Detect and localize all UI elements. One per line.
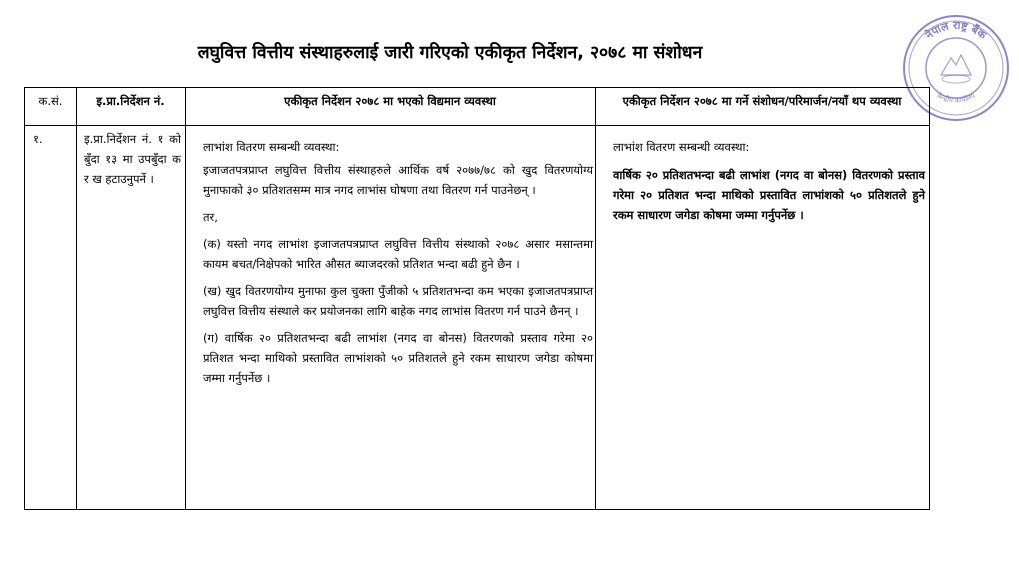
existing-clause-ga: (ग) वार्षिक २० प्रतिशतभन्दा बढी लाभांश (नगद वा बोनस) वितरणको प्रस्ताव गरेमा २० प्रतिशत भन्दा माथिको प्रस्तावित लाभांशको ५० प्रतिशतले हुने रकम साधारण जगेडा कोषमा जम्मा गर्नुपर्नेछ । — [203, 331, 593, 385]
column-divider — [595, 88, 596, 509]
amendment-table — [24, 87, 930, 510]
row-directive-no: इ.प्रा.निर्देशन नं. १ को बुँदा १३ मा उपबुँदा क र ख हटाउनुपर्ने । — [84, 132, 181, 186]
header-existing-provision: एकीकृत निर्देशन २०७८ मा भएको विद्यमान व्यवस्था — [284, 94, 496, 108]
seal-text-top: नेपाल राष्ट्र बैंक — [922, 18, 989, 42]
existing-provision-cell — [203, 137, 593, 395]
seal-text-bottom: केन्द्रीय कार्यालय — [935, 91, 977, 105]
header-amended-provision: एकीकृत निर्देशन २०७८ मा गर्ने संशोधन/परिमार्जन/नयाँ थप व्यवस्था — [622, 94, 902, 108]
amended-body: वार्षिक २० प्रतिशतभन्दा बढी लाभांश (नगद वा बोनस) वितरणको प्रस्ताव गरेमा २० प्रतिशत भन्दा माथिको प्रस्तावित लाभांशको ५० प्रतिशतले हुने रकम साधारण जगेडा कोषमा जम्मा गर्नुपर्नेछ । — [613, 168, 925, 222]
row-serial-no: १. — [33, 132, 43, 146]
existing-clause-kha: (ख) खुद वितरणयोग्य मुनाफा कुल चुक्ता पुँजीको ५ प्रतिशतभन्दा कम भएका इजाजतपत्रप्राप्त लघुवित्त वित्तीय संस्थाले कर प्रयोजनका लागि बाहेक नगद लाभांस वितरण गर्न पाउने छैनन् । — [203, 284, 593, 318]
page-title: लघुवित्त वित्तीय संस्थाहरुलाई जारी गरिएको एकीकृत निर्देशन, २०७८ मा संशोधन — [197, 43, 703, 63]
amended-provision-cell — [613, 137, 925, 225]
amended-heading: लाभांश वितरण सम्बन्धी व्यवस्था: — [613, 140, 750, 154]
existing-paragraph: इजाजतपत्रप्राप्त लघुवित्त वित्तीय संस्थाहरुले आर्थिक वर्ष २०७७/७८ को खुद वितरणयोग्य मुनाफाको ३० प्रतिशतसम्म मात्र नगद लाभांस घोषणा तथा वितरण गर्न पाउनेछन् । — [203, 163, 593, 197]
column-divider — [185, 88, 186, 509]
existing-heading: लाभांश वितरण सम्बन्धी व्यवस्था: — [203, 140, 340, 154]
header-directive-no: इ.प्रा.निर्देशन नं. — [96, 94, 165, 108]
column-divider — [76, 88, 77, 509]
svg-text:केन्द्रीय कार्यालय — [935, 91, 977, 105]
existing-proviso: तर, — [203, 210, 218, 224]
header-divider — [25, 125, 929, 126]
header-serial-no: क.सं. — [38, 94, 63, 108]
existing-clause-ka: (क) यस्तो नगद लाभांश इजाजतपत्रप्राप्त लघुवित्त वित्तीय संस्थाको २०७८ असार मसान्तमा कायम बचत/निक्षेपको भारित औसत ब्याजदरको प्रतिशत भन्दा बढी हुने छैन । — [203, 237, 593, 271]
